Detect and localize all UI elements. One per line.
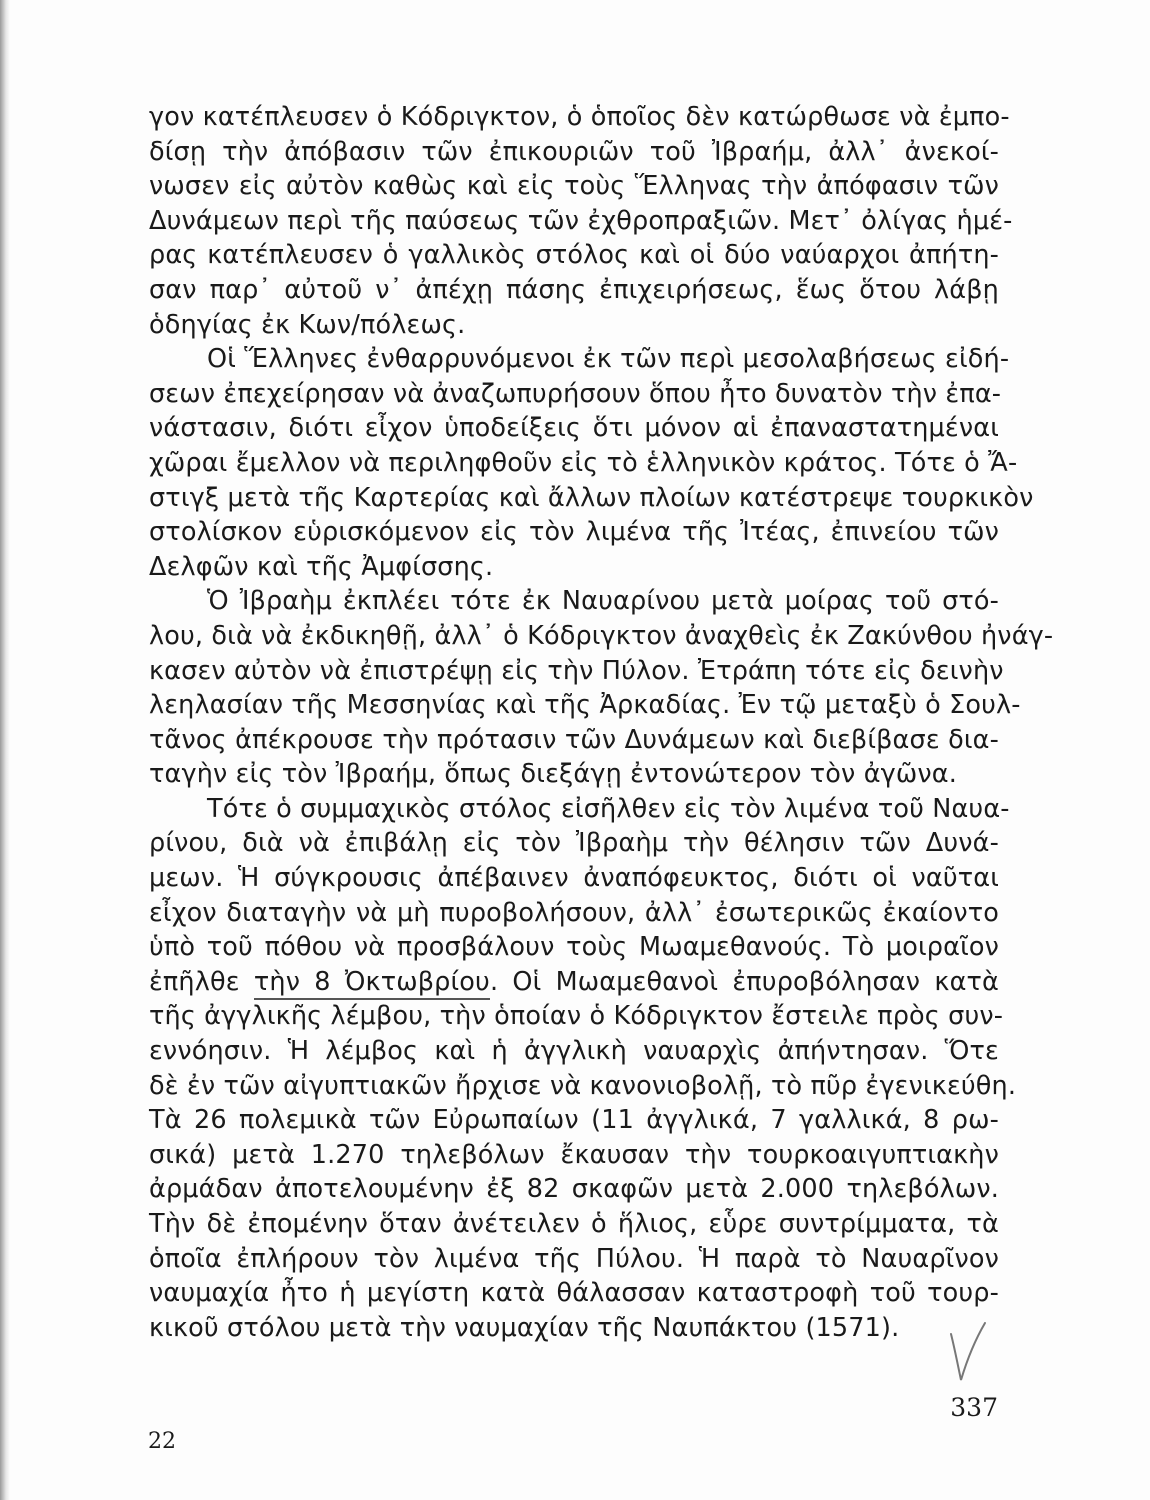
text-line: Τότε ὁ συμμαχικὸς στόλος εἰσῆλθεν εἰς τὸν λιμένα τοῦ Ναυα- [207, 793, 1010, 824]
text-line: ὁδηγίας ἐκ Κων/πόλεως. [149, 309, 466, 340]
text-line: σαν παρ᾽ αὐτοῦ ν᾽ ἀπέχῃ πάσης ἐπιχειρήσεως, ἕως ὅτου λάβῃ [149, 274, 999, 305]
page-number: 337 [950, 1393, 998, 1422]
text-line: ρας κατέπλευσεν ὁ γαλλικὸς στόλος καὶ οἱ δύο ναύαρχοι ἀπήτη- [149, 240, 999, 271]
text-line: στιγξ μετὰ τῆς Καρτερίας καὶ ἄλλων πλοίων κατέστρεψε τουρκικὸν [149, 482, 1034, 513]
text-line: κικοῦ στόλου μετὰ τὴν ναυμαχίαν τῆς Ναυπάκτου (1571). [149, 1312, 900, 1343]
text-line: εἶχον διαταγὴν νὰ μὴ πυροβολήσουν, ἀλλ᾽ ἐσωτερικῶς ἐκαίοντο [149, 897, 999, 928]
text-line: ναυμαχία ἦτο ἡ μεγίστη κατὰ θάλασσαν καταστροφὴ τοῦ τουρ- [149, 1278, 999, 1309]
text-line: ρίνου, διὰ νὰ ἐπιβάλῃ εἰς τὸν Ἰβραὴμ τὴν θέλησιν τῶν Δυνά- [149, 828, 999, 859]
text-line: νάστασιν, διότι εἶχον ὑποδείξεις ὅτι μόνον αἱ ἐπαναστατημέναι [149, 413, 999, 444]
text-line: γον κατέπλευσεν ὁ Κόδριγκτον, ὁ ὁποῖος δὲν κατώρθωσε νὰ ἐμπο- [149, 102, 1010, 132]
text-line: Τὴν δὲ ἐπομένην ὅταν ἀνέτειλεν ὁ ἥλιος, εὗρε συντρίμματα, τὰ [149, 1209, 999, 1239]
page-edge-shadow [0, 0, 10, 1500]
text-line: Δυνάμεων περὶ τῆς παύσεως τῶν ἐχθροπραξιῶν. Μετ᾽ ὀλίγας ἡμέ- [149, 205, 1013, 236]
text-line: τᾶνος ἀπέκρουσε τὴν πρότασιν τῶν Δυνάμεων καὶ διεβίβασε δια- [149, 724, 999, 755]
handwritten-check-mark-icon [945, 1320, 990, 1385]
text-line: Τὰ 26 πολεμικὰ τῶν Εὐρωπαίων (11 ἀγγλικά, 7 γαλλικά, 8 ρω- [149, 1105, 999, 1136]
text-line: ὁποῖα ἐπλήρουν τὸν λιμένα τῆς Πύλου. Ἡ παρὰ τὸ Ναυαρῖνον [149, 1243, 999, 1274]
text-line: Οἱ Ἕλληνες ἐνθαρρυνόμενοι ἐκ τῶν περὶ μεσολαβήσεως εἰδή- [207, 344, 1010, 375]
text-line: ταγὴν εἰς τὸν Ἰβραήμ, ὅπως διεξάγῃ ἐντονώτερον τὸν ἀγῶνα. [149, 759, 958, 790]
body-text [149, 100, 1054, 1345]
text-line: κασεν αὐτὸν νὰ ἐπιστρέψῃ εἰς τὴν Πύλον. Ἐτράπη τότε εἰς δεινὴν [149, 655, 1004, 686]
text-line: ὑπὸ τοῦ πόθου νὰ προσβάλουν τοὺς Μωαμεθανούς. Τὸ μοιραῖον [149, 932, 999, 963]
text-line: τῆς ἀγγλικῆς λέμβου, τὴν ὁποίαν ὁ Κόδριγκτον ἔστειλε πρὸς συν- [149, 1001, 1004, 1032]
underlined-date: τὴν 8 Ὀκτωβρίου [254, 967, 490, 1000]
text-line: δίσῃ τὴν ἀπόβασιν τῶν ἐπικουριῶν τοῦ Ἰβραήμ, ἀλλ᾽ ἀνεκοί- [149, 136, 999, 167]
text-line: λεηλασίαν τῆς Μεσσηνίας καὶ τῆς Ἀρκαδίας. Ἐν τῷ μεταξὺ ὁ Σουλ- [149, 690, 1021, 721]
text-line: δὲ ἐν τῶν αἰγυπτιακῶν ἤρχισε νὰ κανονιοβολῇ, τὸ πῦρ ἐγενικεύθη. [149, 1070, 1017, 1101]
text-line: ἐπῆλθε τὴν 8 Ὀκτωβρίου. Οἱ Μωαμεθανοὶ ἐπυροβόλησαν κατὰ [149, 965, 999, 1000]
text-line: ἀρμάδαν ἀποτελουμένην ἐξ 82 σκαφῶν μετὰ 2.000 τηλεβόλων. [149, 1174, 999, 1205]
text-line: λου, διὰ νὰ ἐκδικηθῇ, ἀλλ᾽ ὁ Κόδριγκτον ἀναχθεὶς ἐκ Ζακύνθου ἠνάγ- [149, 620, 1054, 651]
text-line: Ὁ Ἰβραὴμ ἐκπλέει τότε ἐκ Ναυαρίνου μετὰ μοίρας τοῦ στό- [207, 586, 999, 617]
signature-number: 22 [148, 1429, 176, 1454]
text-line: σικά) μετὰ 1.270 τηλεβόλων ἔκαυσαν τὴν τουρκοαιγυπτιακὴν [149, 1139, 999, 1170]
text-line: στολίσκον εὑρισκόμενον εἰς τὸν λιμένα τῆς Ἰτέας, ἐπινείου τῶν [149, 517, 999, 548]
text-line: νωσεν εἰς αὐτὸν καθὼς καὶ εἰς τοὺς Ἕλληνας τὴν ἀπόφασιν τῶν [149, 171, 999, 202]
text-line: εννόησιν. Ἡ λέμβος καὶ ἡ ἀγγλικὴ ναυαρχὶς ἀπήντησαν. Ὅτε [149, 1036, 999, 1067]
text-line: Δελφῶν καὶ τῆς Ἀμφίσσης. [149, 551, 494, 582]
text-line: σεων ἐπεχείρησαν νὰ ἀναζωπυρήσουν ὅπου ἦτο δυνατὸν τὴν ἐπα- [149, 378, 1002, 409]
text-line: χῶραι ἔμελλον νὰ περιληφθοῦν εἰς τὸ ἑλληνικὸν κράτος. Τότε ὁ Ἄ- [149, 447, 1018, 478]
text-line: μεων. Ἡ σύγκρουσις ἀπέβαινεν ἀναπόφευκτος, διότι οἱ ναῦται [149, 863, 999, 894]
